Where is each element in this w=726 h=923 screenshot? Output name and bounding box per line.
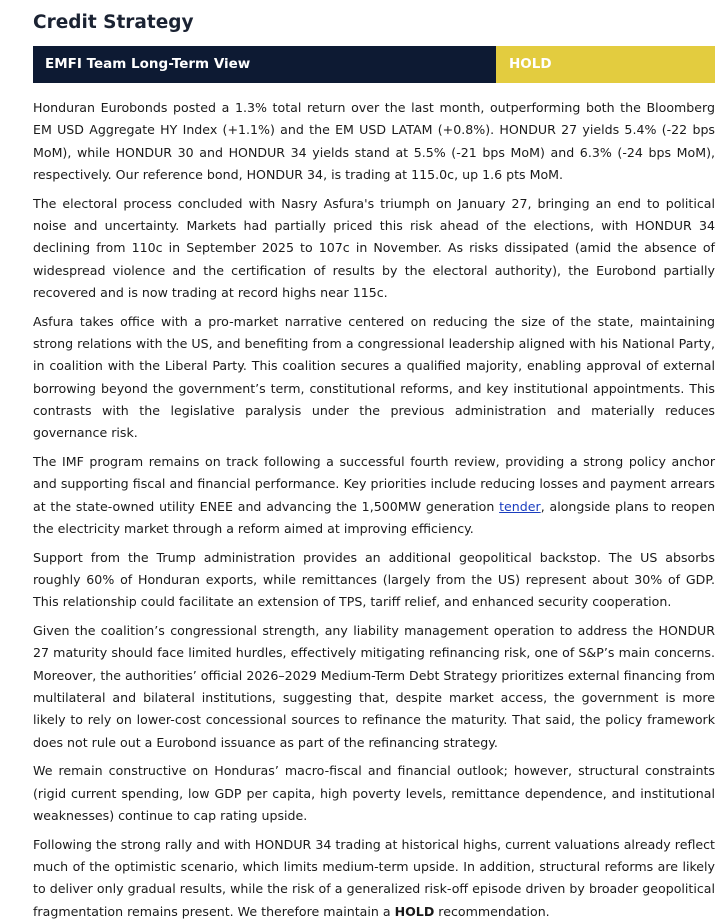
paragraph-liability-management: Given the coalition’s congressional strength, any liability management operation to address the HONDUR 27 maturity should face limited hurdles, effectively mitigating refinancing risk, one of S&P’s main concerns. Moreover, the authorities’ official 2026–2029 Medium-Term Debt Strategy prioritizes external financing from multilateral and bilateral institutions, suggesting that, despite market access, the government is more likely to rely on lower-cost concessional sources to refinance the maturity. That said, the policy framework does not rule out a Eurobond issuance as part of the refinancing strategy.	[33, 623, 715, 750]
paragraph-recommendation	[33, 834, 715, 923]
long-term-view-banner	[33, 46, 715, 83]
tender-link[interactable]: tender	[499, 498, 541, 514]
paragraph-recommendation-text: Following the strong rally and with HONDUR 34 trading at historical highs, current valuations already reflect much of the optimistic scenario, which limits medium-term upside. In addition, structural reforms are likely to deliver only gradual results, while the risk of a generalized risk-off episode driven by broader geopolitical fragmentation remains present. We therefore maintain a	[33, 836, 715, 919]
paragraph-imf-text-start: The IMF program remains on track following a successful fourth review, providing a strong policy anchor and supporting fiscal and financial performance. Key priorities include reducing losses and payment arrears at the state-owned utility ENEE and advancing the 1,500MW generation	[33, 453, 715, 514]
paragraph-us-support: Support from the Trump administration provides an additional geopolitical backstop. The US absorbs roughly 60% of Honduran exports, while remittances (largely from the US) represent about 30% of GDP. This relationship could facilitate an extension of TPS, tariff relief, and enhanced security cooperation.	[33, 549, 715, 610]
paragraph-imf-text-end: , alongside plans to reopen the electricity market through a reform aimed at improving efficiency.	[33, 498, 715, 536]
rating-badge: HOLD	[496, 46, 715, 83]
paragraph-recommendation-end: recommendation.	[434, 903, 550, 919]
banner-label: EMFI Team Long-Term View	[33, 46, 496, 83]
paragraph-asfura-agenda: Asfura takes office with a pro-market narrative centered on reducing the size of the state, maintaining strong relations with the US, and benefiting from a congressional leadership aligned with his National Party, in coalition with the Liberal Party. This coalition secures a qualified majority, enabling approval of external borrowing beyond the government’s term, constitutional reforms, and key institutional appointments. This contrasts with the legislative paralysis under the previous administration and materially reduces governance risk.	[33, 313, 715, 441]
recommendation-rating: HOLD	[394, 903, 435, 919]
paragraph-market-performance: Honduran Eurobonds posted a 1.3% total return over the last month, outperforming both the Bloomberg EM USD Aggregate HY Index (+1.1%) and the EM USD LATAM (+0.8%). HONDUR 27 yields 5.4% (-22 bps MoM), while HONDUR 30 and HONDUR 34 yields stand at 5.5% (-21 bps MoM) and 6.3% (-24 bps MoM), respectively. Our reference bond, HONDUR 34, is trading at 115.0c, up 1.6 pts MoM.	[33, 100, 715, 182]
paragraph-outlook: We remain constructive on Honduras’ macro-fiscal and financial outlook; however, structural constraints (rigid current spending, low GDP per capita, high poverty levels, remittance dependence, and institutional weaknesses) continue to cap rating upside.	[33, 763, 715, 823]
paragraph-imf-program	[33, 451, 715, 540]
page-title: Credit Strategy	[33, 12, 194, 33]
paragraph-electoral-process: The electoral process concluded with Nasry Asfura's triumph on January 27, bringing an end to political noise and uncertainty. Markets had partially priced this risk ahead of the elections, with HONDUR 34 declining from 110c in September 2025 to 107c in November. As risks dissipated (amid the absence of widespread violence and the certification of results by the electoral authority), the Eurobond partially recovered and is now trading at record highs near 115c.	[33, 195, 715, 300]
